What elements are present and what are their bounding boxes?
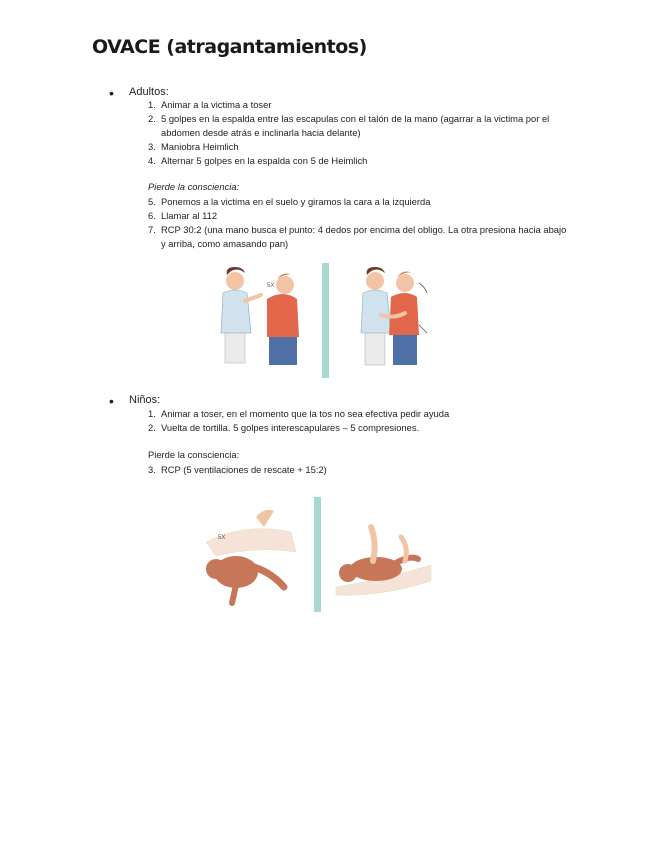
- figure-divider: [314, 497, 321, 612]
- adults-steps-list: [148, 98, 573, 168]
- section-heading-adults: Adultos:: [129, 86, 169, 98]
- back-blows-panel: [221, 267, 299, 365]
- children-unconscious-steps-list: [148, 463, 573, 477]
- list-item: 3. RCP (5 ventilaciones de rescate + 15:2): [148, 464, 327, 475]
- children-steps-list: [148, 407, 573, 435]
- heimlich-panel: [361, 267, 427, 365]
- list-item: 2. 5 golpes en la espalda entre las escapulas con el talón de la mano (agarrar a la victima por el abdomen desde atrás e inclinarla hacia delante): [148, 113, 550, 138]
- list-item: 3. Maniobra Heimlich: [148, 141, 239, 152]
- adult-choking-illustration: [205, 263, 445, 378]
- repetition-label: 5X: [218, 535, 226, 541]
- figure-divider: [322, 263, 329, 378]
- unconscious-label-adults: Pierde la consciencia:: [148, 181, 240, 192]
- list-item: 6. Llamar al 112: [148, 210, 218, 221]
- infant-choking-svg: [196, 497, 438, 612]
- bullet-adults: •: [109, 85, 114, 101]
- adult-choking-svg: [205, 263, 445, 378]
- infant-chest-compressions-panel: [336, 527, 431, 595]
- infant-choking-illustration: [196, 497, 438, 612]
- adults-unconscious-steps-list: [148, 195, 573, 251]
- list-item: 7. RCP 30:2 (una mano busca el punto: 4 dedos por encima del obligo. La otra presiona hacia abajo y arriba, como amasando pan): [148, 224, 567, 249]
- repetition-label: 5X: [267, 283, 275, 289]
- infant-back-blows-panel: [206, 510, 296, 603]
- unconscious-label-children: Pierde la consciencia:: [148, 449, 240, 460]
- page-title: OVACE (atragantamientos): [92, 36, 367, 58]
- list-item: 5. Ponemos a la victima en el suelo y giramos la cara a la izquierda: [148, 196, 431, 207]
- list-item: 2. Vuelta de tortilla. 5 golpes interescapulares – 5 compresiones.: [148, 422, 420, 433]
- list-item: 1. Animar a toser, en el momento que la tos no sea efectiva pedir ayuda: [148, 408, 450, 419]
- list-item: 4. Alternar 5 golpes en la espalda con 5 de Heimlich: [148, 155, 368, 166]
- bullet-children: •: [109, 393, 114, 409]
- list-item: 1. Animar a la victima a toser: [148, 99, 272, 110]
- section-heading-children: Niños:: [129, 394, 161, 406]
